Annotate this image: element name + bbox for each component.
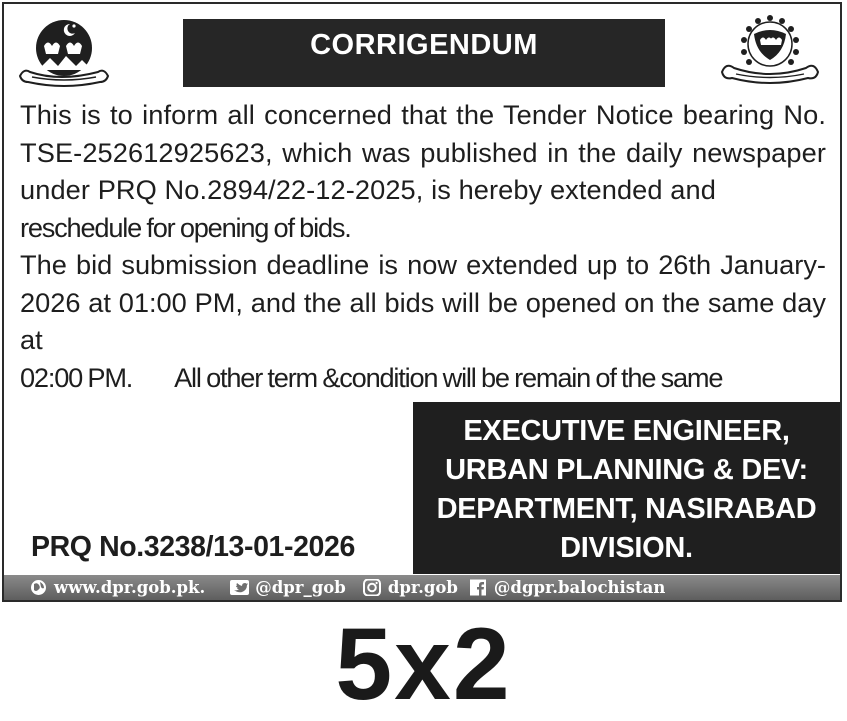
signatory-line-2: URBAN PLANNING & DEV: xyxy=(445,454,808,486)
signatory-line-3: DEPARTMENT, NASIRABAD xyxy=(436,493,817,525)
notice-body xyxy=(20,96,826,396)
globe-icon xyxy=(28,579,49,596)
ad-size-label: 5x2 xyxy=(335,607,512,721)
balochistan-emblem-icon xyxy=(14,14,114,92)
facebook-handle: @dgpr.balochistan xyxy=(493,578,666,597)
website-text: www.dpr.gob.pk. xyxy=(54,578,206,597)
footer-bar xyxy=(4,575,840,600)
footer-twitter[interactable] xyxy=(229,578,346,597)
signatory-block xyxy=(413,402,840,574)
footer-facebook[interactable] xyxy=(468,578,665,597)
govt-balochistan-crest-icon xyxy=(718,10,822,90)
opening-time: 02:00 PM. xyxy=(20,361,133,393)
twitter-icon xyxy=(229,579,250,596)
notice-paragraph-2: The bid submission deadline is now extended up to 26th January-2026 at 01:00 PM, and the all bids will be opened on the same day at xyxy=(20,249,826,355)
footer-instagram[interactable] xyxy=(362,578,458,597)
twitter-handle: @dpr_gob xyxy=(255,578,346,597)
instagram-icon xyxy=(362,579,383,596)
notice-paragraph-1-tail: reschedule for opening of bids. xyxy=(20,211,351,243)
prq-number: PRQ No.3238/13-01-2026 xyxy=(31,531,355,563)
notice-paragraph-1: This is to inform all concerned that the Tender Notice bearing No. TSE-252612925623, which was published in the daily newspaper under PRQ No.2894/22-12-2025, is hereby extended and xyxy=(20,99,826,205)
instagram-handle: dpr.gob xyxy=(387,578,458,597)
facebook-icon xyxy=(468,579,489,596)
notice-paragraph-2-tail xyxy=(20,359,826,397)
corrigendum-title: CORRIGENDUM xyxy=(183,19,665,87)
footer-website[interactable] xyxy=(28,578,205,597)
signatory-line-4: DIVISION. xyxy=(560,532,693,564)
signatory-line-1: EXECUTIVE ENGINEER, xyxy=(463,415,790,447)
other-terms: All other term &condition will be remain of the same xyxy=(174,361,723,393)
